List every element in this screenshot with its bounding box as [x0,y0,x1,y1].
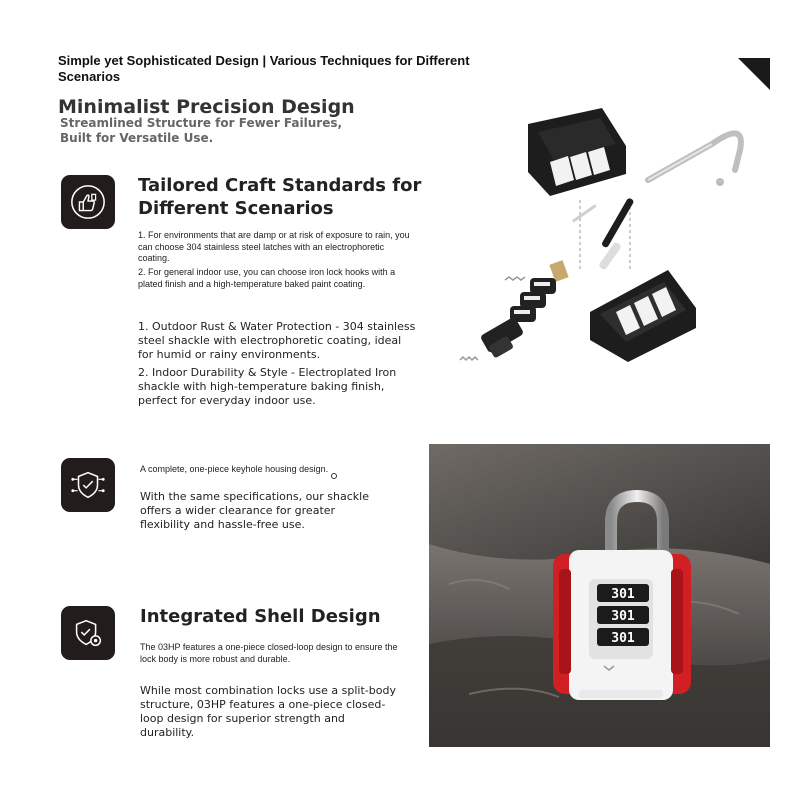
shield-network-icon [61,458,115,512]
shell-note: The 03HP features a one-piece closed-loop design to ensure the lock body is more robust and durable. [140,642,398,664]
tailored-point-2: 2. Indoor Durability & Style - Electroplated Iron shackle with high-temperature baking finish, perfect for everyday indoor use. [138,366,397,407]
thumbs-up-icon [61,175,115,229]
top-cover-part [528,108,626,196]
product-photo [429,444,770,747]
page-title: Simple yet Sophisticated Design | Various Techniques for Different Scenarios [58,53,470,84]
tailored-note-1: 1. For environments that are damp or at risk of exposure to rain, you can choose 304 stainless steel latches with an electrophoretic coating. [138,230,410,263]
shell-body: While most combination locks use a split-body structure, 03HP features a one-piece closed-loop design for superior strength and durability. [140,684,396,739]
keyhole-caption: A complete, one-piece keyhole housing design. [140,464,329,474]
dial-3-digits: 301 [611,631,635,646]
dot-marker [331,473,337,479]
tailored-point-1: 1. Outdoor Rust & Water Protection - 304 stainless steel shackle with electrophoretic coating, ideal for humid or rainy environments. [138,320,416,361]
keyhole-body: With the same specifications, our shackle offers a wider clearance for greater flexibility and hassle-free use. [140,490,369,531]
shield-gear-icon [61,606,115,660]
lock-body [553,550,691,700]
bottom-housing-part [590,270,696,362]
corner-triangle-decoration [738,58,770,90]
minimalist-subtitle: Streamlined Structure for Fewer Failures, Built for Versatile Use. [60,116,343,145]
dial-2-digits: 301 [611,609,635,624]
exploded-view-illustration [450,100,780,400]
minimalist-heading: Minimalist Precision Design [58,96,355,118]
tailored-note-2: 2. For general indoor use, you can choose iron lock hooks with a plated finish and a high-temperature baked paint coating. [138,267,396,289]
dial-1-digits: 301 [611,587,635,602]
tailored-heading: Tailored Craft Standards for Different Scenarios [138,175,422,219]
shell-heading: Integrated Shell Design [140,606,381,627]
dial-wheels-part [510,278,556,322]
